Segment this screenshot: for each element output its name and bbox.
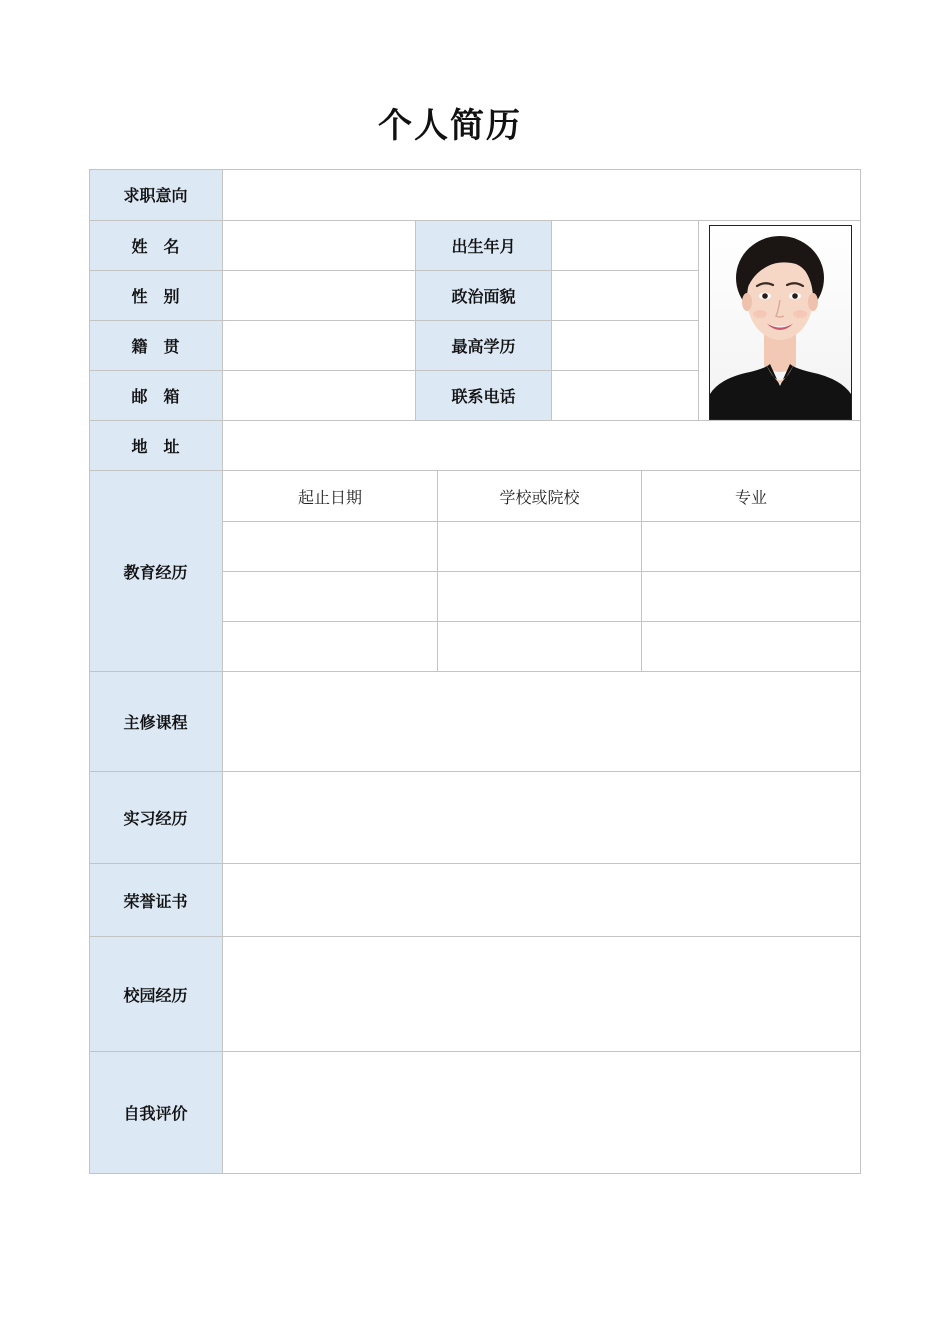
- portrait-photo-icon[interactable]: [709, 225, 852, 420]
- email-field[interactable]: [223, 371, 416, 421]
- education-row-1-major[interactable]: [642, 522, 861, 572]
- page-title: 个人简历: [378, 106, 522, 146]
- label-highest-degree: 最高学历: [416, 321, 552, 371]
- campus-field[interactable]: [223, 937, 861, 1052]
- phone-field[interactable]: [552, 371, 699, 421]
- education-row-2-school[interactable]: [438, 572, 642, 622]
- label-birth-date: 出生年月: [416, 221, 552, 271]
- education-row-3-school[interactable]: [438, 622, 642, 672]
- self-evaluation-field[interactable]: [223, 1052, 861, 1174]
- education-row-2-dates[interactable]: [223, 572, 438, 622]
- name-field[interactable]: [223, 221, 416, 271]
- label-courses: 主修课程: [89, 672, 223, 772]
- native-place-field[interactable]: [223, 321, 416, 371]
- label-native-place: 籍 贯: [89, 321, 223, 371]
- label-address: 地 址: [89, 421, 223, 471]
- label-honors: 荣誉证书: [89, 864, 223, 937]
- courses-field[interactable]: [223, 672, 861, 772]
- education-row-1-school[interactable]: [438, 522, 642, 572]
- address-field[interactable]: [223, 421, 861, 471]
- internship-field[interactable]: [223, 772, 861, 864]
- label-email: 邮 箱: [89, 371, 223, 421]
- label-education: 教育经历: [89, 471, 223, 672]
- label-job-intention: 求职意向: [89, 169, 223, 221]
- label-phone: 联系电话: [416, 371, 552, 421]
- birth-date-field[interactable]: [552, 221, 699, 271]
- job-intention-field[interactable]: [223, 169, 861, 221]
- education-row-1-dates[interactable]: [223, 522, 438, 572]
- honors-field[interactable]: [223, 864, 861, 937]
- political-status-field[interactable]: [552, 271, 699, 321]
- portrait-photo-svg: [710, 226, 851, 419]
- education-row-3-major[interactable]: [642, 622, 861, 672]
- education-header-major: 专业: [642, 471, 861, 522]
- education-row-2-major[interactable]: [642, 572, 861, 622]
- label-internship: 实习经历: [89, 772, 223, 864]
- education-row-3-dates[interactable]: [223, 622, 438, 672]
- gender-field[interactable]: [223, 271, 416, 321]
- label-political-status: 政治面貌: [416, 271, 552, 321]
- label-gender: 性 别: [89, 271, 223, 321]
- label-name: 姓 名: [89, 221, 223, 271]
- label-campus: 校园经历: [89, 937, 223, 1052]
- education-header-dates: 起止日期: [223, 471, 438, 522]
- highest-degree-field[interactable]: [552, 321, 699, 371]
- education-header-school: 学校或院校: [438, 471, 642, 522]
- label-self-evaluation: 自我评价: [89, 1052, 223, 1174]
